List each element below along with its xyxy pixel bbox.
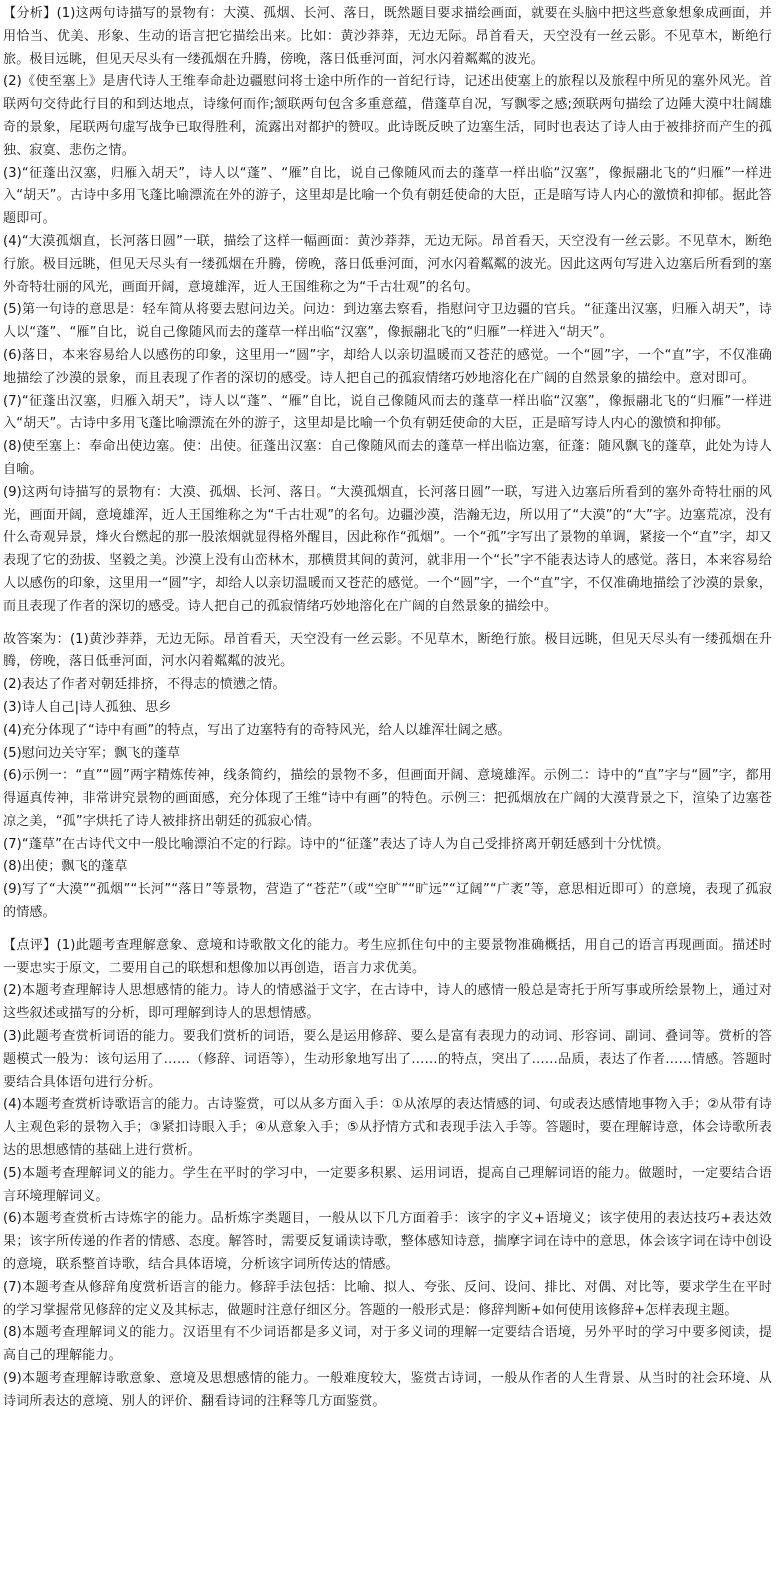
answer-paragraph-8: (8)出使；飘飞的蓬草 — [3, 859, 128, 875]
analysis-paragraph-5: (5)第一句诗的意思是：轻车简从将要去慰问边关。问边：到边塞去察看，指慰问守卫边疆的官兵。“征蓬出汉塞，归雁入胡天”，诗人以“蓬”、“雁”自比，说自己像随风而去的蓬草一样出临“汉塞”，像振翮北飞的“归雁”一样进入“胡天”。 — [3, 302, 772, 341]
answer-paragraph-9: (9)写了“大漠”“孤烟”“长河”“落日”等景物，营造了“苍茫”（或“空旷”“旷远”“辽阔”“广袤”等，意思相近即可）的意境，表现了孤寂的情感。 — [3, 882, 772, 921]
analysis-section — [3, 3, 772, 619]
answer-paragraph-2: (2)表达了作者对朝廷排挤，不得志的愤懑之情。 — [3, 677, 286, 693]
comment-paragraph-4: (4)本题考查赏析诗歌语言的能力。古诗鉴赏，可以从多方面入手：①从浓厚的表达情感的词、句或表达感情地事物入手；②从带有诗人主观色彩的景物入手；③紧扣诗眼入手；④从意象入手；⑤从抒情方式和表现手法入手等。答题时，要在理解诗意，体会诗歌所表达的思想感情的基础上进行赏析。 — [3, 1097, 772, 1159]
comment-paragraph-6: (6)本题考查赏析古诗炼字的能力。品析炼字类题目，一般从以下几方面着手：该字的字义+语境义；该字使用的表达技巧+表达效果；该字所传递的作者的情感、态度。解答时，需要反复诵读诗歌，整体感知诗意，揣摩字词在诗中的意思，体会该字词在诗中创设的意境，联系整首诗歌，结合具体语境，分析该字词所传达的情感。 — [3, 1211, 772, 1273]
answer-section — [3, 629, 772, 925]
comment-paragraph-3: (3)此题考查赏析词语的能力。要我们赏析的词语，要么是运用修辞、要么是富有表现力的动词、形容词、副词、叠词等。赏析的答题模式一般为：该句运用了……（修辞、词语等），生动形象地写出了……的特点，突出了……品质，表达了作者……情感。答题时要结合具体语句进行分析。 — [3, 1029, 772, 1090]
comment-paragraph-1: 【点评】(1)此题考查理解意象、意境和诗歌散文化的能力。考生应抓住句中的主要景物准确概括，用自己的语言再现画面。描述时一要忠实于原文，二要用自己的联想和想像加以再创造，语言力求优美。 — [3, 937, 772, 976]
answer-paragraph-4: (4)充分体现了“诗中有画”的特点，写出了边塞特有的奇特风光，给人以雄浑壮阔之感。 — [3, 722, 511, 738]
analysis-paragraph-7: (7)“征蓬出汉塞，归雁入胡天”，诗人以“蓬”、“雁”自比，说自己像随风而去的蓬草一样出临“汉塞”，像振翮北飞的“归雁”一样进入“胡天”。古诗中多用飞蓬比喻漂流在外的游子，这里却是比喻一个负有朝廷使命的大臣，正是暗写诗人内心的激愤和抑郁。 — [3, 393, 772, 432]
analysis-paragraph-2: (2)《使至塞上》是唐代诗人王维奉命赴边疆慰问将士途中所作的一首纪行诗，记述出使塞上的旅程以及旅程中所见的塞外风光。首联两句交待此行目的和到达地点，诗缘何而作;颔联两句包含多重意蕴，借蓬草自况，写飘零之感;颈联两句描绘了边陲大漠中壮阔雄奇的景象，尾联两句虚写战争已取得胜利，流露出对都护的赞叹。此诗既反映了边塞生活，同时也表达了诗人由于被排挤而产生的孤独、寂寞、悲伤之情。 — [3, 74, 772, 158]
analysis-paragraph-1: 【分析】(1)这两句诗描写的景物有：大漠、孤烟、长河、落日，既然题目要求描绘画面，就要在头脑中把这些意象想象成画面，并用恰当、优美、形象、生动的语言把它描绘出来。比如：黄沙莽莽，无边无际。昂首看天，天空没有一丝云影。不见草木，断绝行旅。极目远眺，但见天尽头有一缕孤烟在升腾，傍晚，落日低垂河面，河水闪着粼粼的波光。 — [3, 6, 772, 67]
answer-paragraph-6: (6)示例一：“直”“圆”两字精炼传神，线条简约，描绘的景物不多，但画面开阔、意境雄浑。示例二：诗中的“直”字与“圆”字，都用得逼真传神，非常讲究景物的画面感，充分体现了王维“诗中有画”的特色。示例三：把孤烟放在广阔的大漠背景之下，渲染了边塞苍凉之美，“孤”字烘托了诗人被排挤出朝廷的孤寂心情。 — [3, 768, 772, 829]
analysis-paragraph-4: (4)“大漠孤烟直，长河落日圆”一联，描绘了这样一幅画面：黄沙莽莽，无边无际。昂首看天，天空没有一丝云影。不见草木，断绝行旅。极目远眺，但见天尽头有一缕孤烟在升腾，傍晚，落日低垂河面，河水闪着粼粼的波光。因此这两句写进入边塞后所看到的塞外奇特壮丽的风光，画面开阔，意境雄浑，近人王国维称之为“千古壮观”的名句。 — [3, 233, 772, 295]
comment-paragraph-2: (2)本题考查理解诗人思想感情的能力。诗人的情感溢于文字，在古诗中，诗人的感情一般总是寄托于所写事或所绘景物上，通过对这些叙述或描写的分析，即可理解到诗人的思想情感。 — [3, 983, 772, 1022]
analysis-paragraph-9: (9)这两句诗描写的景物有：大漠、孤烟、长河、落日。“大漠孤烟直，长河落日圆”一联，写进入边塞后所看到的塞外奇特壮丽的风光，画面开阔，意境雄浑，近人王国维称之为“千古壮观”的名句。边疆沙漠，浩瀚无边，所以用了“大漠”的“大”字。边塞荒凉，没有什么奇观异景，烽火台燃起的那一股浓烟就显得格外醒目，因此称作“孤烟”。一个“孤”字写出了景物的单调，紧接一个“直”字，却又表现了它的劲拔、坚毅之美。沙漠上没有山峦林木，那横贯其间的黄河，就非用一个“长”字不能表达诗人的感觉。落日，本来容易给人以感伤的印象，这里用一“圆”字，却给人以亲切温暖而又苍茫的感觉。一个“圆”字，一个“直”字，不仅准确地描绘了沙漠的景象，而且表现了作者的深切的感受。诗人把自己的孤寂情绪巧妙地溶化在广阔的自然景象的描绘中。 — [3, 484, 772, 614]
comment-paragraph-9: (9)本题考查理解诗歌意象、意境及思想感情的能力。一般难度较大，鉴赏古诗词，一般从作者的人生背景、从当时的社会环境、从诗词所表达的意境、别人的评价、翻看诗词的注释等几方面鉴赏。 — [3, 1371, 772, 1409]
analysis-paragraph-3: (3)“征蓬出汉塞，归雁入胡天”，诗人以“蓬”、“雁”自比，说自己像随风而去的蓬草一样出临“汉塞”，像振翮北飞的“归雁”一样进入“胡天”。古诗中多用飞蓬比喻漂流在外的游子，这里却是比喻一个负有朝廷使命的大臣，正是暗写诗人内心的激愤和抑郁。据此答题即可。 — [3, 165, 772, 227]
comment-section — [3, 935, 772, 1414]
answer-paragraph-3: (3)诗人自己|诗人孤独、思乡 — [3, 699, 172, 715]
comment-paragraph-5: (5)本题考查理解词义的能力。学生在平时的学习中，一定要多积累、运用词语，提高自己理解词语的能力。做题时，一定要结合语言环境理解词义。 — [3, 1165, 772, 1204]
answer-paragraph-1: 故答案为：(1)黄沙莽莽，无边无际。昂首看天，天空没有一丝云影。不见草木，断绝行旅。极目远眺，但见天尽头有一缕孤烟在升腾，傍晚，落日低垂河面，河水闪着粼粼的波光。 — [3, 631, 772, 670]
analysis-paragraph-8: (8)使至塞上：奉命出使边塞。使：出使。征蓬出汉塞：自己像随风而去的蓬草一样出临边塞，征蓬：随风飘飞的蓬草，此处为诗人自喻。 — [3, 439, 772, 477]
answer-paragraph-5: (5)慰问边关守军；飘飞的蓬草 — [3, 745, 181, 761]
comment-paragraph-7: (7)本题考查从修辞角度赏析语言的能力。修辞手法包括：比喻、拟人、夸张、反问、设问、排比、对偶、对比等，要求学生在平时的学习掌握常见修辞的定义及其标志，做题时注意仔细区分。答题的一般形式是：修辞判断+如何使用该修辞+怎样表现主题。 — [3, 1279, 772, 1318]
analysis-paragraph-6: (6)落日，本来容易给人以感伤的印象，这里用一“圆”字，却给人以亲切温暖而又苍茫的感觉。一个“圆”字，一个“直”字，不仅准确地描绘了沙漠的景象，而且表现了作者的深切的感受。诗人把自己的孤寂情绪巧妙地溶化在广阔的自然景象的描绘中。意对即可。 — [3, 347, 772, 386]
comment-paragraph-8: (8)本题考查理解词义的能力。汉语里有不少词语都是多义词，对于多义词的理解一定要结合语境，另外平时的学习中要多阅读，提高自己的理解能力。 — [3, 1325, 772, 1364]
answer-paragraph-7: (7)“蓬草”在古诗代文中一般比喻漂泊不定的行踪。诗中的“征蓬”表达了诗人为自己受排挤离开朝廷感到十分忧愤。 — [3, 836, 670, 852]
